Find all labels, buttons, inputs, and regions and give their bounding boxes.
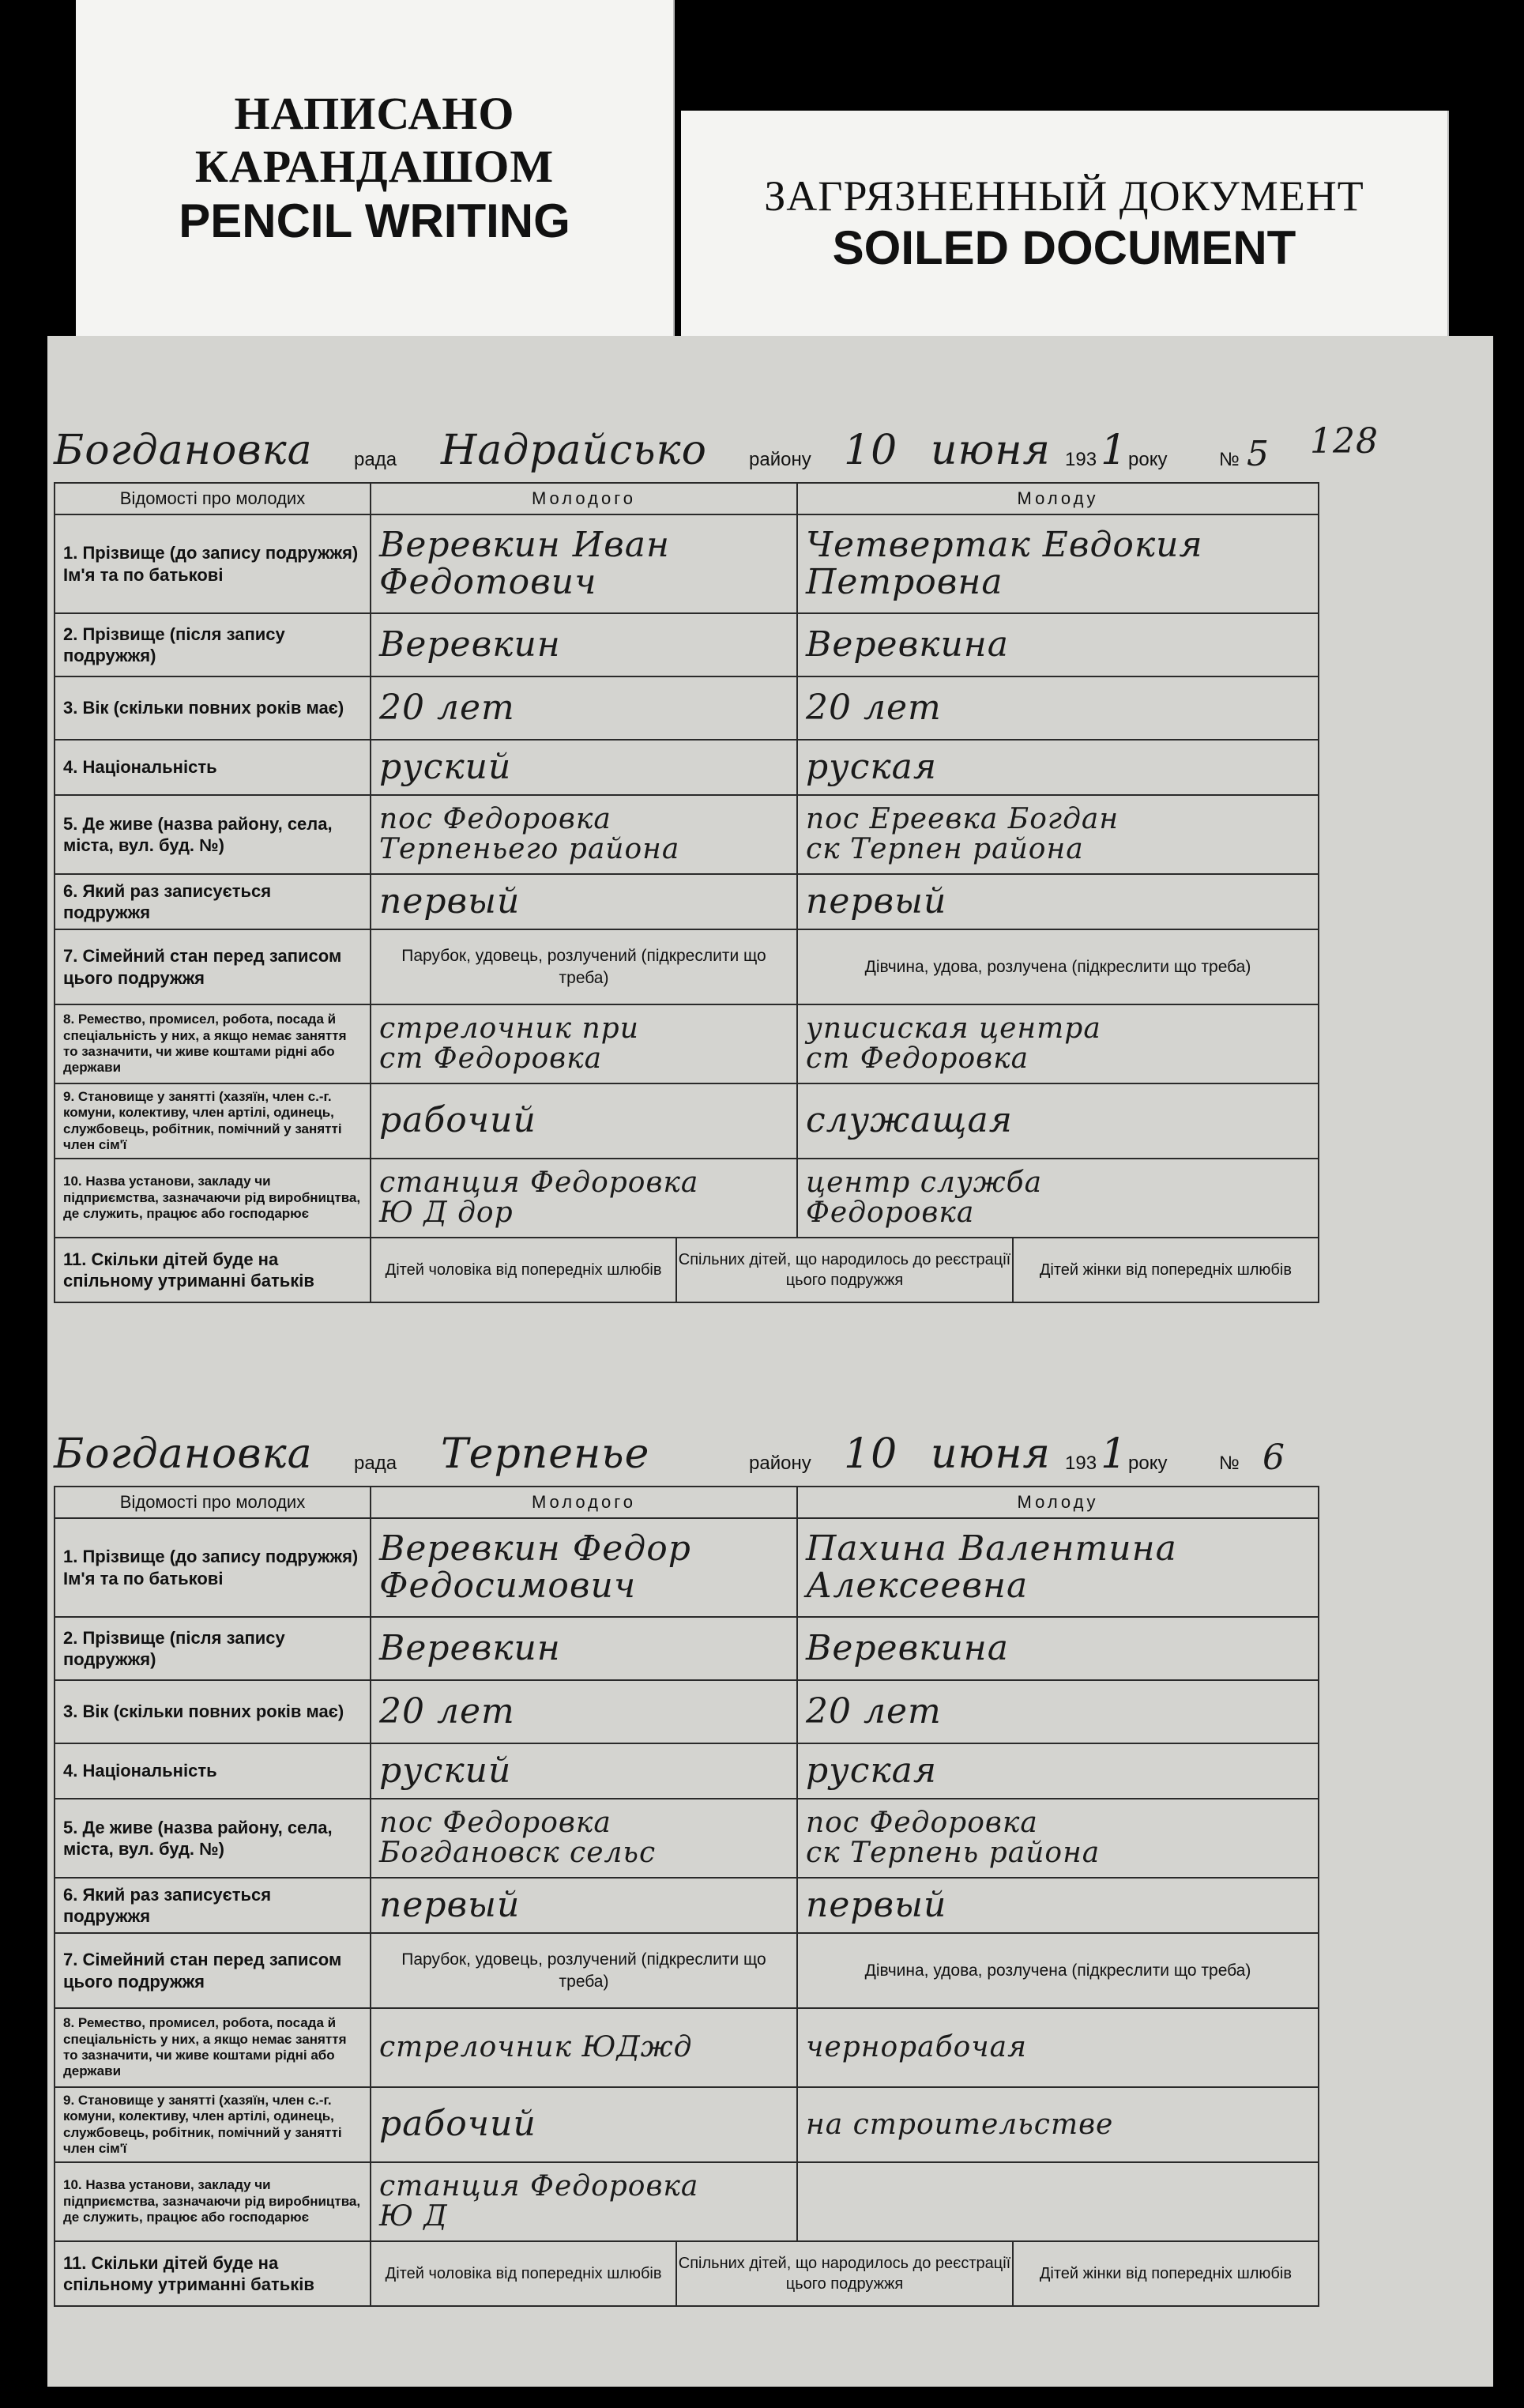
q3-label: 3. Вік (скільки повних років має) [63,698,344,718]
district-handwritten: Надрайсько [441,427,707,474]
groom-times: первый [379,1884,521,1925]
q1b-label: Ім'я та по батькові [63,564,224,585]
groom-name: Веревкин Иван [379,525,670,566]
roku-label: року [1128,1453,1168,1474]
number-label: № [1219,1453,1240,1474]
record-header [54,411,1428,482]
year-prefix: 193 [1065,1453,1097,1474]
day-handwritten: 10 [844,1430,898,1478]
bride-job-1: чернорабочая [806,2031,1027,2064]
bride-times: первый [806,880,947,921]
q3-label: 3. Вік (скільки повних років має) [63,1701,344,1722]
q1-label: 1. Прізвище (до запису подружжя) [63,543,359,563]
groom-age: 20 лет [379,1690,515,1732]
soiled-document-label [681,111,1449,336]
q5-label: 5. Де живе (назва району, села, міста, вул. буд. №) [63,813,333,855]
q10-label: 10. Назва установи, закладу чи підприємства, зазначаючи рід виробництва, де служить, працює або господарює [63,1174,361,1222]
bride-place-2: Федоровка [806,1196,975,1229]
bride-marital-options: Дівчина, удова, розлучена (підкреслити що треба) [864,957,1251,976]
q8-label: 8. Ремество, промисел, робота, посада й спеціальність у них, а якщо немає заняття то зазначити, чи живе коштами рідні або держави [63,1012,347,1076]
groom-patronymic: Федотович [379,561,597,602]
bride-surname-after: Веревкина [806,624,1010,665]
q2-label: 2. Прізвище (після запису подружжя) [63,1627,285,1669]
soiled-label-en: SOILED DOCUMENT [832,221,1296,275]
archive-stamp-number: 128 [1310,421,1379,462]
bride-patronymic: Петровна [806,561,1003,602]
bride-status: служащая [806,1100,1013,1141]
bride-surname-after: Веревкина [806,1627,1010,1668]
q1-label: 1. Прізвище (до запису подружжя) [63,1547,359,1566]
bride-name: Четвертак Евдокия [806,525,1203,566]
groom-nationality: руский [379,746,512,787]
record-table [54,482,1319,1303]
village-handwritten: Богдановка [54,427,313,474]
village-handwritten: Богдановка [54,1430,313,1478]
col-bride: Молоду [797,1487,1319,1518]
record-number-handwritten: 5 [1247,434,1270,474]
record-number-handwritten: 6 [1262,1438,1285,1478]
groom-address-1: пос Федоровка [379,803,611,836]
groom-place-1: станция Федоровка [379,2170,699,2203]
rada-label: рада [354,1453,397,1474]
kids-wife: Дітей жінки від попередніх шлюбів [1039,2265,1292,2282]
kids-husband: Дітей чоловіка від попередніх шлюбів [371,1238,677,1302]
groom-job-1: стрелочник ЮДжд [379,2031,693,2064]
col-questions: Відомості про молодих [55,483,371,514]
year-suffix-handwritten: 1 [1101,1430,1128,1478]
q4-label: 4. Національність [63,757,217,778]
groom-place-2: Ю Д дор [379,1196,514,1229]
groom-age: 20 лет [379,687,515,728]
col-groom: Молодого [371,483,797,514]
q9-label: 9. Становище у занятті (хазяїн, член с.-г. комуни, колективу, член артілі, одинець, службовець, робітник, помічний у занятті член сім'ї [63,2092,342,2156]
bride-patronymic: Алексеевна [806,1565,1029,1606]
groom-address-2: Богдановск сельс [379,1837,657,1869]
bride-address-2: ск Терпень района [806,1837,1101,1869]
col-questions: Відомості про молодих [55,1487,371,1518]
pencil-label-en: PENCIL WRITING [179,194,570,247]
col-bride: Молоду [797,483,1319,514]
groom-job-2: ст Федоровка [379,1042,603,1075]
groom-marital-options: Парубок, удовець, розлучений (підкреслити що треба) [401,947,766,987]
q6-label: 6. Який раз записується подружжя [63,1884,272,1926]
district-handwritten: Терпенье [441,1430,650,1478]
year-suffix-handwritten: 1 [1101,427,1128,474]
kids-common: Спільних дітей, що народилось до реєстрації цього подружжя [677,1238,1014,1302]
q10-label: 10. Назва установи, закладу чи підприємства, зазначаючи рід виробництва, де служить, працює або господарює [63,2177,361,2225]
groom-surname-after: Веревкин [379,624,561,665]
col-groom: Молодого [371,1487,797,1518]
q6-label: 6. Який раз записується подружжя [63,880,272,922]
q2-label: 2. Прізвище (після запису подружжя) [63,624,285,665]
marriage-record-1 [54,411,1428,1303]
bride-nationality: руская [806,1750,937,1791]
bride-times: первый [806,1884,947,1925]
pencil-writing-label [76,0,675,336]
q1b-label: Ім'я та по батькові [63,1568,224,1588]
kids-husband: Дітей чоловіка від попередніх шлюбів [371,2242,677,2305]
groom-address-1: пос Федоровка [379,1807,611,1840]
record-table [54,1486,1319,2307]
bride-age: 20 лет [806,687,942,728]
marriage-record-2 [54,1415,1428,2307]
groom-times: первый [379,880,521,921]
bride-status: на строительстве [806,2108,1114,2141]
q11-label: 11. Скільки дітей буде на спільному утриманні батьків [63,2252,314,2294]
bride-job-2: ст Федоровка [806,1042,1029,1075]
q4-label: 4. Національність [63,1761,217,1781]
year-prefix: 193 [1065,449,1097,470]
groom-place-1: станция Федоровка [379,1166,699,1200]
day-handwritten: 10 [844,427,898,474]
groom-address-2: Терпеньего района [379,833,680,865]
record-header [54,1415,1428,1486]
soiled-label-ru: ЗАГРЯЗНЕННЫЙ ДОКУМЕНТ [764,171,1364,220]
month-handwritten: июня [931,427,1051,474]
kids-wife: Дітей жінки від попередніх шлюбів [1039,1261,1292,1279]
bride-name: Пахина Валентина [806,1528,1177,1570]
bride-nationality: руская [806,746,937,787]
bride-address-2: ск Терпен района [806,833,1084,865]
rayonu-label: району [749,449,811,470]
q7-label: 7. Сімейний стан перед записом цього подружжя [63,1950,342,1992]
groom-marital-options: Парубок, удовець, розлучений (підкреслити що треба) [401,1950,766,1991]
groom-nationality: руский [379,1750,512,1791]
rayonu-label: району [749,1453,811,1474]
groom-surname-after: Веревкин [379,1627,561,1668]
register-sheet [47,336,1493,2387]
bride-address-1: пос Федоровка [806,1807,1038,1840]
q11-label: 11. Скільки дітей буде на спільному утриманні батьків [63,1249,314,1291]
q8-label: 8. Ремество, промисел, робота, посада й спеціальність у них, а якщо немає заняття то зазначити, чи живе коштами рідні або держави [63,2015,347,2079]
bride-age: 20 лет [806,1690,942,1732]
pencil-label-ru-line2: КАРАНДАШОМ [194,141,555,192]
bride-job-1: уписиская центра [806,1012,1101,1046]
pencil-label-ru-line1: НАПИСАНО [234,88,515,140]
groom-patronymic: Федосимович [379,1565,637,1606]
rada-label: рада [354,449,397,470]
groom-status: рабочий [379,2104,536,2145]
groom-job-1: стрелочник при [379,1012,639,1046]
q7-label: 7. Сімейний стан перед записом цього подружжя [63,946,342,988]
bride-marital-options: Дівчина, удова, розлучена (підкреслити що треба) [864,1961,1251,1980]
roku-label: року [1128,449,1168,470]
q5-label: 5. Де живе (назва району, села, міста, вул. буд. №) [63,1817,333,1859]
kids-common: Спільних дітей, що народилось до реєстрації цього подружжя [677,2242,1014,2305]
groom-status: рабочий [379,1100,536,1141]
groom-place-2: Ю Д [379,2200,448,2233]
number-label: № [1219,449,1240,470]
month-handwritten: июня [931,1430,1051,1478]
q9-label: 9. Становище у занятті (хазяїн, член с.-г. комуни, колективу, член артілі, одинець, службовець, робітник, помічний у занятті член сім'ї [63,1088,342,1152]
bride-address-1: пос Ереевка Богдан [806,803,1119,836]
bride-place-1: центр служба [806,1166,1043,1200]
groom-name: Веревкин Федор [379,1528,691,1570]
